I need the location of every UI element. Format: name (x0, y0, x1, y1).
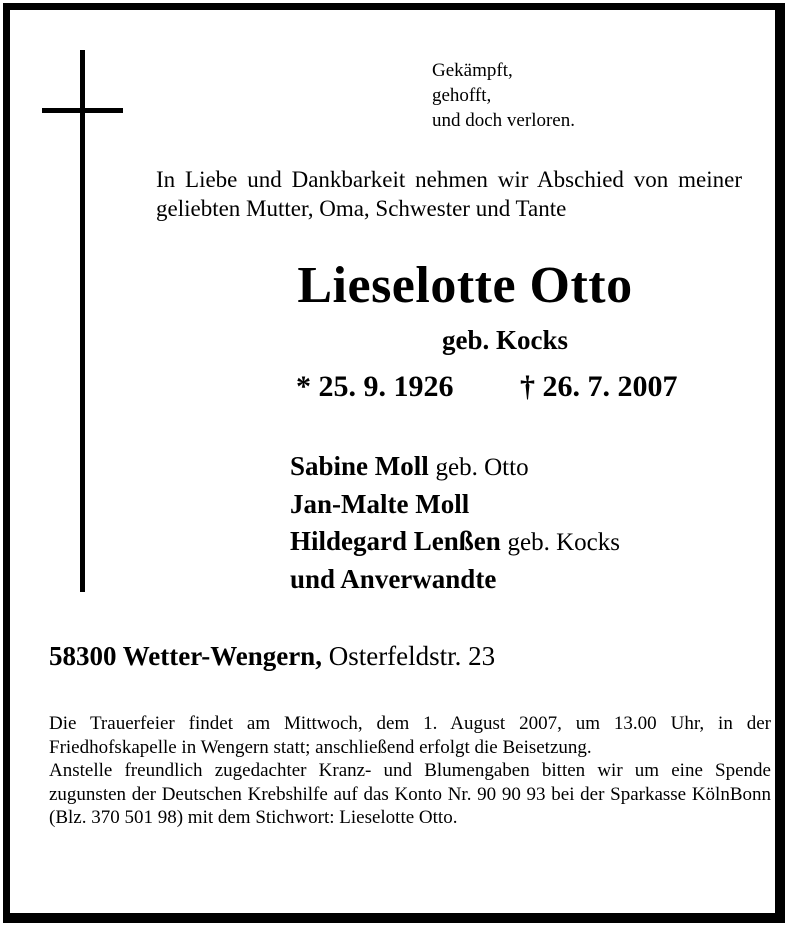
mourner-name: und Anverwandte (290, 564, 497, 594)
cross-vertical-bar (80, 50, 85, 592)
mourner-note: geb. Kocks (507, 529, 621, 556)
deceased-maiden-name: geb. Kocks (441, 325, 568, 355)
address-street: Osterfeldstr. 23 (328, 641, 496, 671)
motto-line: Gekämpft, (432, 60, 513, 81)
mourner-name: Hildegard Lenßen (290, 526, 501, 556)
motto-line: gehofft, (432, 85, 492, 106)
birth-date: * 25. 9. 1926 (296, 370, 454, 403)
mourner (290, 561, 620, 598)
mourner-note: geb. Otto (435, 454, 529, 481)
cross-horizontal-bar (42, 108, 123, 113)
mourner (290, 523, 620, 561)
death-date: † 26. 7. 2007 (520, 370, 678, 403)
motto (432, 58, 575, 133)
motto-line: und doch verloren. (432, 110, 575, 131)
mourner (290, 448, 620, 486)
intro-text: In Liebe und Dankbarkeit nehmen wir Abschied von meiner geliebten Mutter, Oma, Schwester und Tante (156, 167, 742, 221)
mourner-name: Sabine Moll (290, 451, 429, 481)
funeral-notice (49, 712, 771, 830)
address-city: 58300 Wetter-Wengern, (49, 641, 322, 671)
mourner (290, 486, 620, 523)
notice-paragraph: Anstelle freundlich zugedachter Kranz- und Blumengaben bitten wir um eine Spende zugunsten der Deutschen Krebshilfe auf das Konto Nr. 90 90 93 bei der Sparkasse KölnBonn (Blz. 370 501 98) mit dem Stichwort: Lieselotte Otto. (49, 760, 771, 828)
mourners-list (290, 448, 620, 598)
notice-paragraph: Die Trauerfeier findet am Mittwoch, dem 1. August 2007, um 13.00 Uhr, in der Friedhofskapelle in Wengern statt; anschließend erfolgt die Beisetzung. (49, 713, 771, 758)
deceased-name: Lieselotte Otto (297, 257, 633, 314)
address (49, 638, 495, 674)
mourner-name: Jan-Malte Moll (290, 489, 470, 519)
